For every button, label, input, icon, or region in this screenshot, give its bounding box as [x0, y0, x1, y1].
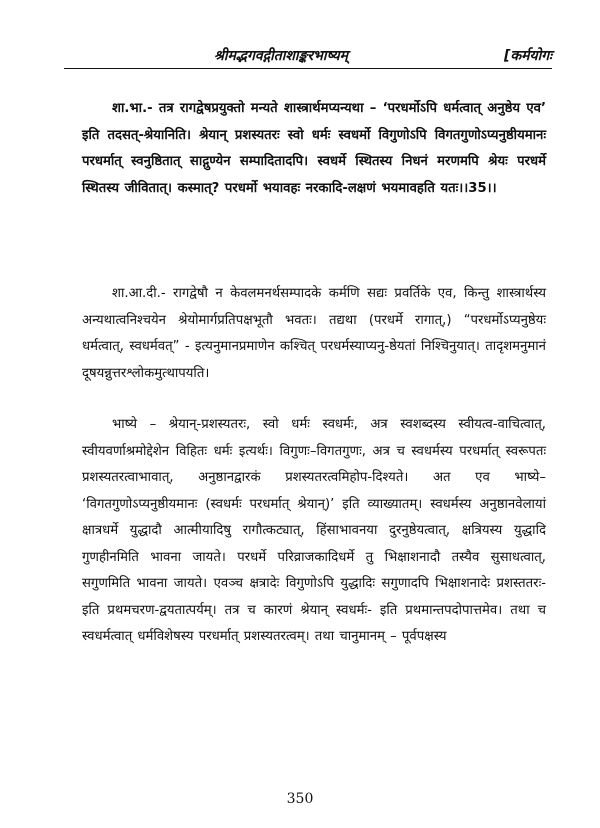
paragraph-bhashya: शा.भा.- तत्र रागद्वेषप्रयुक्तो मन्यते शास्त्रार्थमप्यन्यथा – ‘परधर्मोऽपि धर्मत्वात् अनुष्ठेय एव’ इति तदसत्-श्रेयानिति। श्रेयान् प्रशस्यतरः स्वो धर्मः स्वधर्मो विगुणोऽपि विगतगुणोऽप्यनुष्ठीयमानः परधर्मात् स्वनुष्ठितात् साद्गुण्येन सम्पादितादपि। स्वधर्मे स्थितस्य निधनं मरणमपि श्रेयः परधर्मे स्थितस्य जीवितात्। कस्मात्? परधर्मो भयावहः नरकादि-लक्षणं भयमावहति यतः।।35।। [82, 101, 546, 196]
running-header [64, 44, 552, 68]
page-number: 350 [286, 791, 314, 807]
book-title: श्रीमद्भगवद्गीताशाङ्करभाष्यम् [214, 48, 348, 64]
chapter-title: [कर्मयोगः [504, 48, 552, 64]
paragraph-explanation: भाष्ये – श्रेयान्-प्रशस्यतरः, स्वो धर्मः स्वधर्मः, अत्र स्वशब्दस्य स्वीयत्व-वाचित्वात्, स्वीयवर्णाश्रमोद्देशेन विहितः धर्मः इत्यर्थः। विगुणः–विगतगुणः, अत्र च स्वधर्मस्य परधर्मात् स्वरूपतः प्रशस्यतरत्वाभावात्, अनुष्ठानद्वारकं प्रशस्यतरत्वमिहोप-दिश्यते। अत एव भाष्ये– ‘विगतगुणोऽप्यनुष्ठीयमानः (स्वधर्मः परधर्मात् श्रेयान्)’ इति व्याख्यातम्। स्वधर्मस्य अनुष्ठानवेलायां क्षात्रधर्मे युद्धादौ आत्मीयादिषु रागौत्कट्यात्, हिंसाभावनया दुरनुष्ठेयत्वात्, क्षत्रियस्य युद्धादि गुणहीनमिति भावना जायते। परधर्मे परिव्राजकादिधर्मे तु भिक्षाशनादौ तस्यैव सुसाधत्वात्, सगुणमिति भावना जायते। एवञ्च क्षत्रादेः विगुणोऽपि युद्धादिः सगुणादपि भिक्षाशनादेः प्रशस्ततरः- इति प्रथमचरण-द्वयतात्पर्यम्। तत्र च कारणं श्रेयान् स्वधर्मः- इति प्रथमान्तपदोपात्तमेव। तथा च स्वधर्मत्वात् धर्मविशेषस्य परधर्मात् प्रशस्यतरत्वम्। तथा चानुमानम् – पूर्वपक्षस्य [82, 417, 546, 644]
header-rule [64, 68, 552, 69]
paragraph-commentary: शा.आ.दी.- रागद्वेषौ न केवलमनर्थसम्पादके कर्मणि सद्यः प्रवर्तिके एव, किन्तु शास्त्रार्थस्य अन्यथात्वनिश्चयेन श्रेयोमार्गप्रतिपक्षभूतौ भवतः। तद्यथा (परधर्मे रागात्,) “परधर्मोऽप्यनुष्ठेयः धर्मत्वात्, स्वधर्मवत्” - इत्यनुमानप्रमाणेन कश्चित् परधर्मस्याप्यनु-ष्ठेयतां निश्चिनुयात्। तादृशमनुमानं दूषयन्नुत्तरश्लोकमुत्थापयति। [82, 286, 546, 381]
